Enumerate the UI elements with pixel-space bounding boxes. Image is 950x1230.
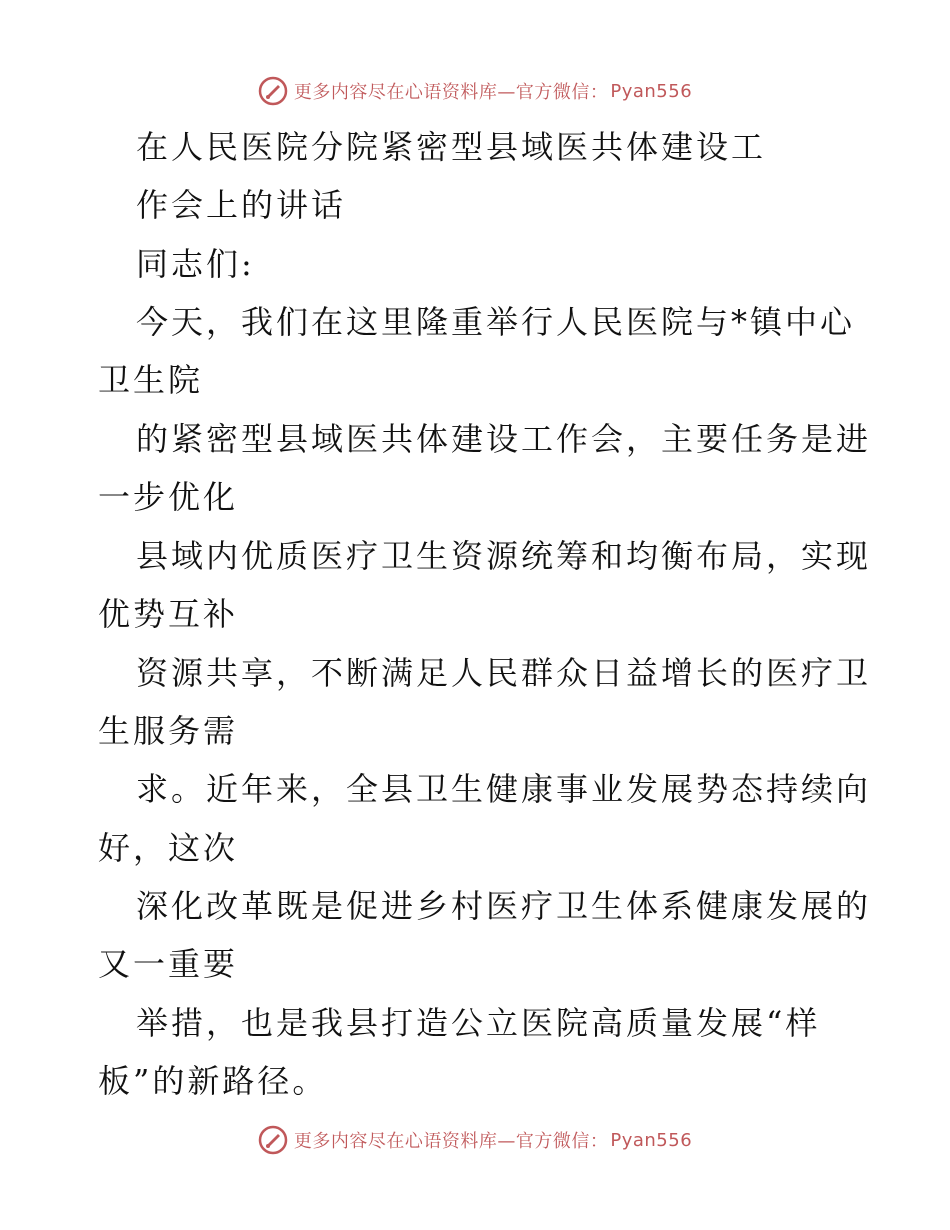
doc-line: 举措，也是我县打造公立医院高质量发展“样 [136, 1004, 821, 1042]
watermark-wechat-id: Pyan556 [610, 80, 693, 102]
doc-line: 卫生院 [98, 361, 204, 399]
doc-line: 资源共享，不断满足人民群众日益增长的医疗卫 [136, 654, 872, 692]
doc-title-line-1: 在人民医院分院紧密型县域医共体建设工 [136, 128, 767, 166]
doc-line: 板”的新路径。 [98, 1062, 328, 1100]
doc-line: 又一重要 [98, 945, 239, 983]
logo-icon [258, 1125, 288, 1155]
watermark-text: 更多内容尽在心语资料库—官方微信： [293, 1131, 609, 1152]
doc-line: 深化改革既是促进乡村医疗卫生体系健康发展的 [136, 887, 872, 925]
logo-icon [258, 76, 288, 106]
doc-line: 的紧密型县域医共体建设工作会，主要任务是进 [136, 420, 872, 458]
doc-title-line-2: 作会上的讲话 [136, 186, 347, 224]
doc-line: 县域内优质医疗卫生资源统筹和均衡布局，实现 [136, 537, 872, 575]
header-watermark [0, 71, 950, 111]
doc-line: 优势互补 [98, 595, 239, 633]
footer-watermark [0, 1120, 950, 1160]
doc-line: 好，这次 [98, 829, 239, 867]
doc-line: 一步优化 [98, 478, 239, 516]
doc-line: 求。近年来，全县卫生健康事业发展势态持续向 [136, 770, 872, 808]
doc-salutation: 同志们: [136, 245, 255, 283]
watermark-wechat-id: Pyan556 [610, 1129, 693, 1151]
doc-line: 今天，我们在这里隆重举行人民医院与*镇中心 [136, 303, 856, 341]
doc-line: 生服务需 [98, 712, 239, 750]
watermark-text: 更多内容尽在心语资料库—官方微信： [293, 82, 609, 103]
